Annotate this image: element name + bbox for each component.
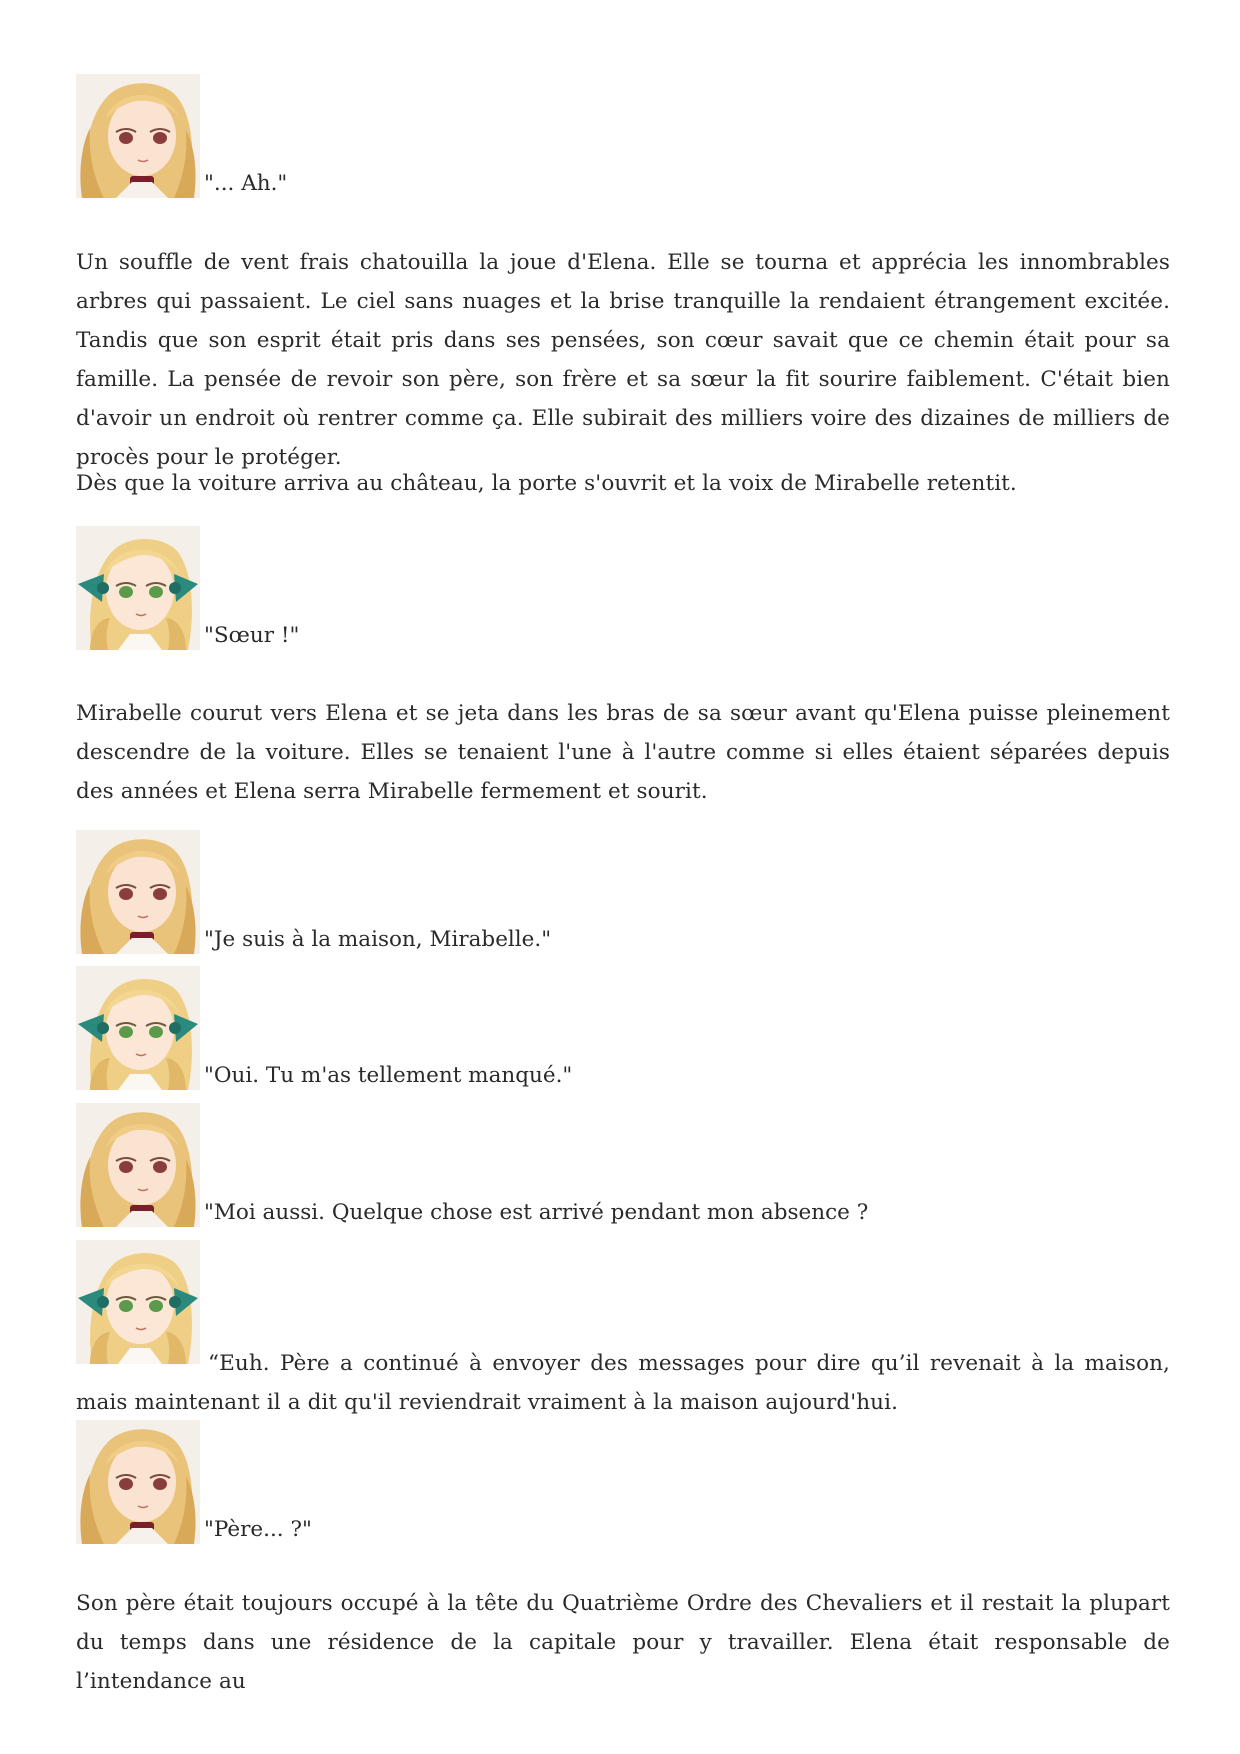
dialogue-elena-4 — [76, 1420, 1170, 1544]
dialogue-line: "Oui. Tu m'as tellement manqué." — [204, 1063, 573, 1088]
dialogue-mirabelle-2 — [76, 966, 1170, 1090]
narration-paragraph: Son père était toujours occupé à la tête du Quatrième Ordre des Chevaliers et il restait la plupart du temps dans une résidence de la capitale pour y travailler. Elena était responsable de l’intendance au — [76, 1591, 1170, 1694]
dialogue-line: "Sœur !" — [204, 623, 300, 648]
dialogue-mirabelle-3 — [76, 1240, 1170, 1415]
dialogue-mirabelle-1 — [76, 526, 1170, 650]
mirabelle-portrait-icon — [76, 526, 200, 650]
elena-portrait-icon — [76, 74, 200, 198]
narration-paragraph: Mirabelle courut vers Elena et se jeta dans les bras de sa sœur avant qu'Elena puisse pleinement descendre de la voiture. Elles se tenaient l'une à l'autre comme si elles étaient séparées depuis des années et Elena serra Mirabelle fermement et sourit. — [76, 701, 1170, 804]
dialogue-line: "... Ah." — [204, 171, 288, 196]
dialogue-line: "Moi aussi. Quelque chose est arrivé pendant mon absence ? — [204, 1200, 869, 1225]
elena-portrait-icon — [76, 830, 200, 954]
elena-portrait-icon — [76, 1420, 200, 1544]
mirabelle-portrait-icon — [76, 966, 200, 1090]
dialogue-elena-1 — [76, 74, 1170, 198]
narration-paragraph: Un souffle de vent frais chatouilla la joue d'Elena. Elle se tourna et apprécia les innombrables arbres qui passaient. Le ciel sans nuages et la brise tranquille la rendaient étrangement excitée. Tandis que son esprit était pris dans ses pensées, son cœur savait que ce chemin était pour sa famille. La pensée de revoir son père, son frère et sa sœur la fit sourire faiblement. C'était bien d'avoir un endroit où rentrer comme ça. Elle subirait des milliers voire des dizaines de milliers de procès pour le protéger. — [76, 250, 1170, 470]
narration-paragraph: Dès que la voiture arriva au château, la porte s'ouvrit et la voix de Mirabelle retentit. — [76, 471, 1017, 496]
dialogue-elena-3 — [76, 1103, 1170, 1227]
dialogue-line: "Je suis à la maison, Mirabelle." — [204, 927, 552, 952]
elena-portrait-icon — [76, 1103, 200, 1227]
dialogue-paragraph: “Euh. Père a continué à envoyer des messages pour dire qu’il revenait à la maison, mais maintenant il a dit qu'il reviendrait vraiment à la maison aujourd'hui. — [76, 1351, 1170, 1415]
dialogue-line: "Père... ?" — [204, 1517, 312, 1542]
dialogue-elena-2 — [76, 830, 1170, 954]
